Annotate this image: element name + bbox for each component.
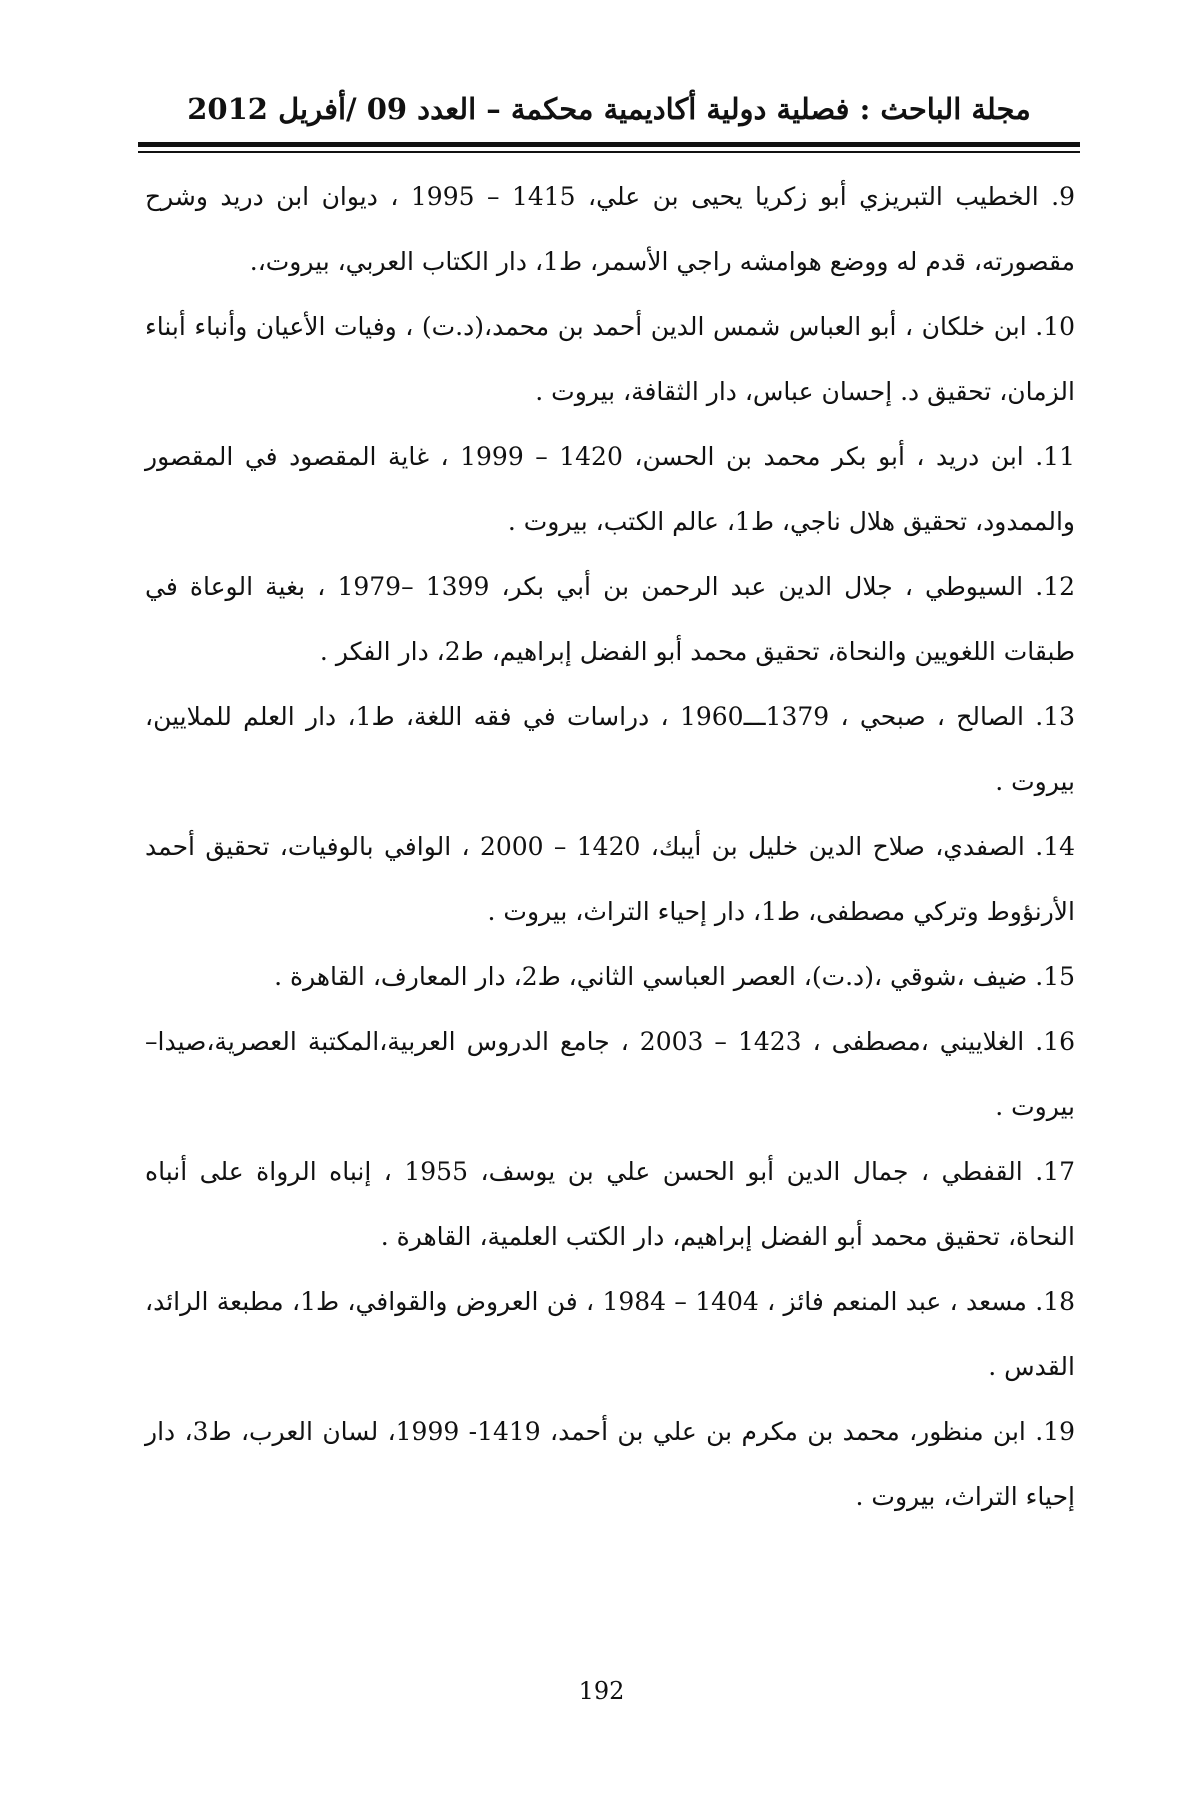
bibliography-entry-19 — [145, 1399, 1075, 1529]
entry-text: السيوطي ، جلال الدين عبد الرحمن بن أبي بكر، 1399 –1979 ، بغية الوعاة في طبقات اللغويين والنحاة، تحقيق محمد أبو الفضل إبراهيم، ط2، دار الفكر . — [145, 572, 1075, 666]
bibliography-entry-15 — [145, 944, 1075, 1009]
entry-number: 9. — [1051, 182, 1075, 211]
entry-text: القفطي ، جمال الدين أبو الحسن علي بن يوسف، 1955 ، إنباه الرواة على أنباه النحاة، تحقيق محمد أبو الفضل إبراهيم، دار الكتب العلمية، القاهرة . — [145, 1157, 1075, 1251]
page-number: 192 — [578, 1677, 625, 1705]
entry-number: 12. — [1035, 572, 1076, 601]
entry-number: 17. — [1035, 1157, 1075, 1186]
entry-number: 13. — [1035, 702, 1075, 731]
bibliography-entry-12 — [145, 554, 1075, 684]
entry-text: مسعد ، عبد المنعم فائز ، 1404 – 1984 ، فن العروض والقوافي، ط1، مطبعة الرائد، القدس . — [145, 1287, 1075, 1381]
bibliography-entry-16 — [145, 1009, 1075, 1139]
bibliography-entry-14 — [145, 814, 1075, 944]
entry-text: الخطيب التبريزي أبو زكريا يحيى بن علي، 1415 – 1995 ، ديوان ابن دريد وشرح مقصورته، قدم له ووضع هوامشه راجي الأسمر، ط1، دار الكتاب العربي، بيروت،. — [145, 182, 1075, 276]
bibliography-entry-17 — [145, 1139, 1075, 1269]
bibliography-list — [145, 164, 1075, 1529]
entry-number: 10. — [1035, 312, 1075, 341]
header-rule-thin — [138, 151, 1080, 153]
entry-number: 16. — [1035, 1027, 1075, 1056]
header-rule-thick — [138, 142, 1080, 147]
journal-header: مجلة الباحث : فصلية دولية أكاديمية محكمة – العدد 09 /أفريل 2012 — [187, 92, 1031, 126]
bibliography-entry-13 — [145, 684, 1075, 814]
entry-number: 14. — [1035, 832, 1075, 861]
entry-text: ابن منظور، محمد بن مكرم بن علي بن أحمد، 1419- 1999، لسان العرب، ط3، دار إحياء التراث، بيروت . — [145, 1417, 1075, 1511]
bibliography-entry-9 — [145, 164, 1075, 294]
entry-number: 19. — [1035, 1417, 1075, 1446]
entry-number: 11. — [1035, 442, 1075, 471]
bibliography-entry-11 — [145, 424, 1075, 554]
entry-text: ابن دريد ، أبو بكر محمد بن الحسن، 1420 – 1999 ، غاية المقصود في المقصور والممدود، تحقيق هلال ناجي، ط1، عالم الكتب، بيروت . — [145, 442, 1075, 536]
entry-text: الغلاييني ،مصطفى ، 1423 – 2003 ، جامع الدروس العربية،المكتبة العصرية،صيدا– بيروت . — [145, 1027, 1075, 1121]
entry-number: 18. — [1035, 1287, 1075, 1316]
entry-text: الصالح ، صبحي ، 1379ـــ1960 ، دراسات في فقه اللغة، ط1، دار العلم للملايين، بيروت . — [145, 702, 1075, 796]
entry-text: ابن خلكان ، أبو العباس شمس الدين أحمد بن محمد،(د.ت) ، وفيات الأعيان وأنباء أبناء الزمان، تحقيق د. إحسان عباس، دار الثقافة، بيروت . — [145, 312, 1075, 406]
bibliography-entry-18 — [145, 1269, 1075, 1399]
entry-text: ضيف ،شوقي ،(د.ت)، العصر العباسي الثاني، ط2، دار المعارف، القاهرة . — [274, 962, 1028, 991]
bibliography-entry-10 — [145, 294, 1075, 424]
entry-number: 15. — [1035, 962, 1075, 991]
entry-text: الصفدي، صلاح الدين خليل بن أيبك، 1420 – 2000 ، الوافي بالوفيات، تحقيق أحمد الأرنؤوط وتركي مصطفى، ط1، دار إحياء التراث، بيروت . — [145, 832, 1075, 926]
